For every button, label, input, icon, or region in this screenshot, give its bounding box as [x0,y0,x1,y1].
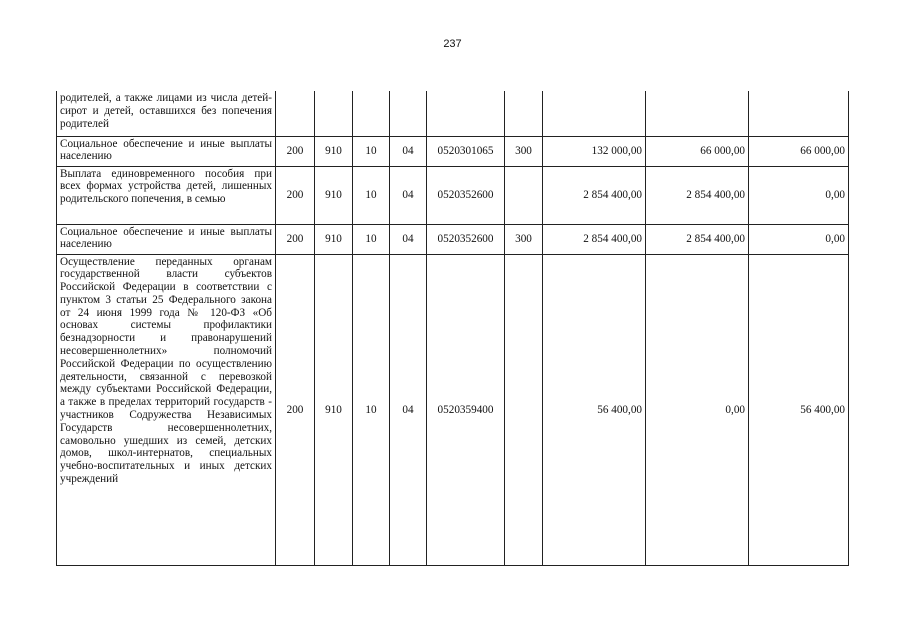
code-cell-1: 200 [276,254,315,565]
code-cell-1: 200 [276,224,315,254]
table-row [57,224,849,254]
code-cell-2: 910 [315,136,353,166]
amount-cell-3: 56 400,00 [749,254,849,565]
amount-cell-3: 66 000,00 [749,136,849,166]
table-row [57,166,849,224]
amount-cell-3: 0,00 [749,224,849,254]
code-cell-5: 0520352600 [427,166,505,224]
code-cell-3: 10 [353,254,390,565]
amount-cell-2: 2 854 400,00 [646,224,749,254]
code-cell-6: 300 [505,224,543,254]
table-row [57,136,849,166]
code-cell-1 [276,91,315,136]
code-cell-3: 10 [353,166,390,224]
code-cell-2: 910 [315,224,353,254]
row-description: Социальное обеспечение и иные выплаты населению [57,224,276,254]
page-number: 237 [443,38,462,50]
amount-cell-1: 56 400,00 [543,254,646,565]
code-cell-3: 10 [353,224,390,254]
amount-cell-1 [543,91,646,136]
amount-cell-3 [749,91,849,136]
code-cell-5: 0520359400 [427,254,505,565]
code-cell-2 [315,91,353,136]
code-cell-2: 910 [315,254,353,565]
code-cell-6: 300 [505,136,543,166]
amount-cell-2: 66 000,00 [646,136,749,166]
row-description: родителей, а также лицами из числа детей-сирот и детей, оставшихся без попечения родителей [57,91,276,136]
code-cell-1: 200 [276,166,315,224]
code-cell-4: 04 [390,136,427,166]
code-cell-5 [427,91,505,136]
budget-table [56,91,849,566]
code-cell-6 [505,166,543,224]
row-description: Социальное обеспечение и иные выплаты населению [57,136,276,166]
amount-cell-3: 0,00 [749,166,849,224]
code-cell-5: 0520352600 [427,224,505,254]
table-row [57,91,849,136]
code-cell-4 [390,91,427,136]
code-cell-5: 0520301065 [427,136,505,166]
code-cell-3 [353,91,390,136]
code-cell-4: 04 [390,166,427,224]
code-cell-1: 200 [276,136,315,166]
code-cell-6 [505,254,543,565]
amount-cell-2: 0,00 [646,254,749,565]
amount-cell-1: 2 854 400,00 [543,166,646,224]
amount-cell-1: 132 000,00 [543,136,646,166]
row-description: Выплата единовременного пособия при всех формах устройства детей, лишенных родительского попечения, в семью [57,166,276,224]
table-row [57,254,849,565]
code-cell-3: 10 [353,136,390,166]
amount-cell-1: 2 854 400,00 [543,224,646,254]
code-cell-4: 04 [390,254,427,565]
row-description: Осуществление переданных органам государственной власти субъектов Российской Федерации в соответствии с пунктом 3 статьи 25 Федерального закона от 24 июня 1999 года № 120-ФЗ «Об основах системы профилактики безнадзорности и правонарушений несовершеннолетних» полномочий Российской Федерации по осуществлению деятельности, связанной с перевозкой между субъектами Российской Федерации, а также в пределах территорий государств - участников Содружества Независимых Государств несовершеннолетних, самовольно ушедших из семей, детских домов, школ-интернатов, специальных учебно-воспитательных и иных детских учреждений [57,254,276,565]
code-cell-2: 910 [315,166,353,224]
code-cell-6 [505,91,543,136]
amount-cell-2: 2 854 400,00 [646,166,749,224]
amount-cell-2 [646,91,749,136]
code-cell-4: 04 [390,224,427,254]
